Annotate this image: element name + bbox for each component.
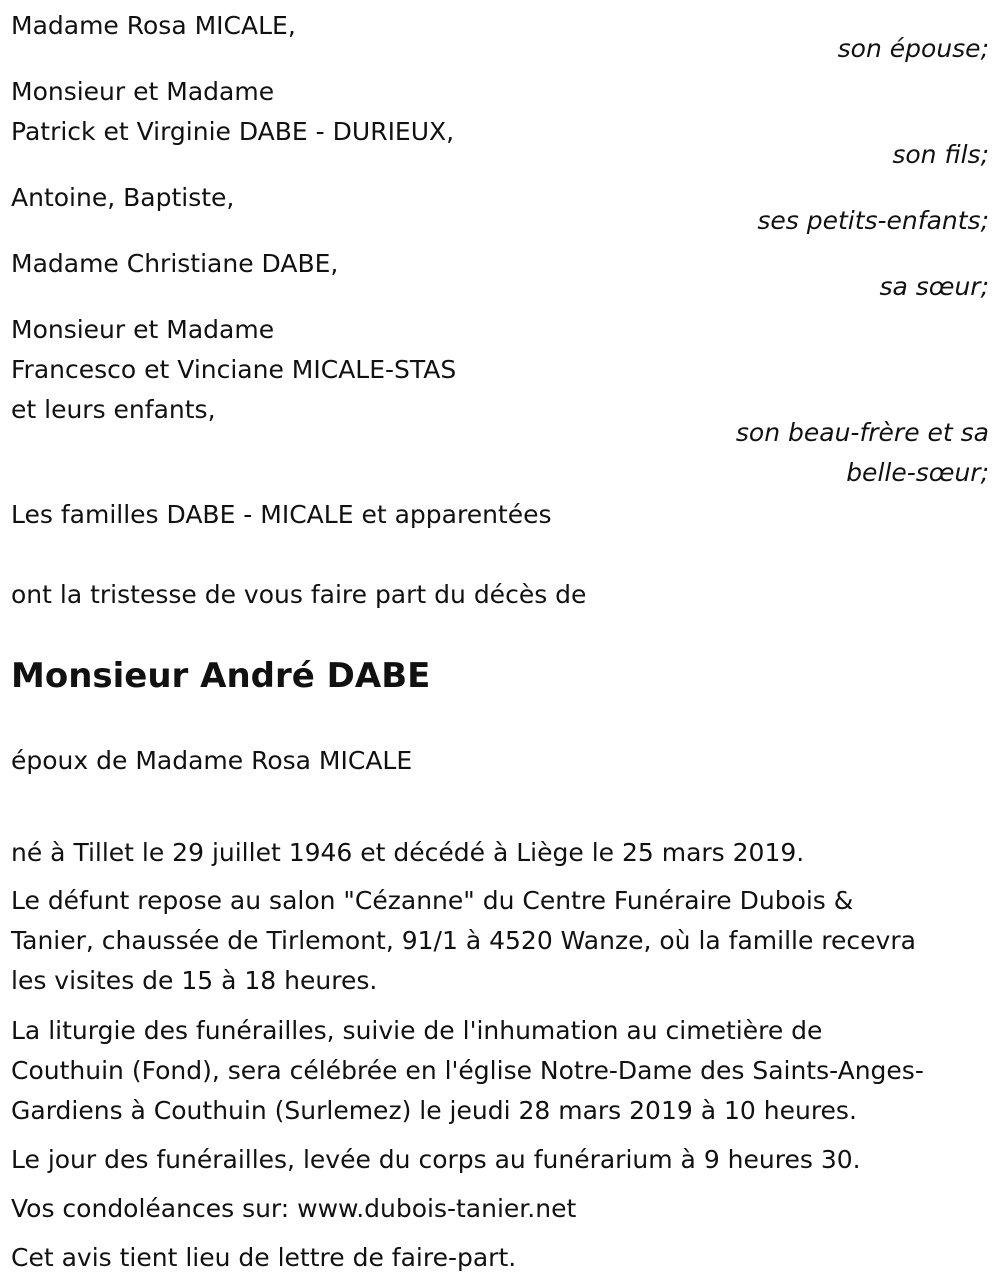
paragraph-line: Tanier, chaussée de Tirlemont, 91/1 à 4520 Wanze, où la famille recevra [11, 926, 916, 955]
family-group-sister [11, 244, 989, 307]
family-name-line: Monsieur et Madame [11, 315, 275, 344]
family-name-line: Madame Rosa MICALE, [11, 11, 296, 40]
paragraph-line: Couthuin (Fond), sera célébrée en l'église Notre-Dame des Saints-Anges- [11, 1056, 924, 1085]
rest-paragraph [11, 881, 989, 1001]
paragraph-line: Gardiens à Couthuin (Surlemez) le jeudi 28 mars 2019 à 10 heures. [11, 1096, 857, 1125]
levee-line: Le jour des funérailles, levée du corps au funérarium à 9 heures 30. [11, 1145, 861, 1174]
family-group-son [11, 72, 989, 175]
paragraph-line: Le défunt repose au salon "Cézanne" du Centre Funéraire Dubois & [11, 886, 854, 915]
family-role: son épouse; [837, 34, 989, 63]
paragraph-line: La liturgie des funérailles, suivie de l'inhumation au cimetière de [11, 1016, 823, 1045]
family-name-line: Patrick et Virginie DABE - DURIEUX, [11, 117, 455, 146]
notice-line: Cet avis tient lieu de lettre de faire-part. [11, 1243, 517, 1272]
family-role: belle-sœur; [846, 458, 989, 487]
family-role: ses petits-enfants; [757, 206, 989, 235]
family-name-line: Monsieur et Madame [11, 77, 275, 106]
family-group-in-laws [11, 310, 989, 493]
deceased-name: Monsieur André DABE [11, 656, 431, 696]
liturgy-paragraph [11, 1011, 989, 1131]
family-group-grandchildren [11, 178, 989, 241]
birth-death-line: né à Tillet le 29 juillet 1946 et décédé à Liège le 25 mars 2019. [11, 838, 805, 867]
family-role: sa sœur; [879, 272, 989, 301]
family-name-line: et leurs enfants, [11, 395, 216, 424]
announcement-line: ont la tristesse de vous faire part du décès de [11, 580, 587, 609]
family-role: son beau-frère et sa [735, 418, 989, 447]
spouse-line: époux de Madame Rosa MICALE [11, 746, 413, 775]
family-name-line: Antoine, Baptiste, [11, 183, 235, 212]
obituary-notice [11, 6, 989, 1278]
paragraph-line: les visites de 15 à 18 heures. [11, 966, 378, 995]
family-name-line: Madame Christiane DABE, [11, 249, 339, 278]
family-group-spouse [11, 6, 989, 69]
condolences-line: Vos condoléances sur: www.dubois-tanier.net [11, 1194, 577, 1223]
family-role: son fils; [892, 140, 989, 169]
families-line: Les familles DABE - MICALE et apparentées [11, 500, 552, 529]
family-name-line: Francesco et Vinciane MICALE-STAS [11, 355, 457, 384]
